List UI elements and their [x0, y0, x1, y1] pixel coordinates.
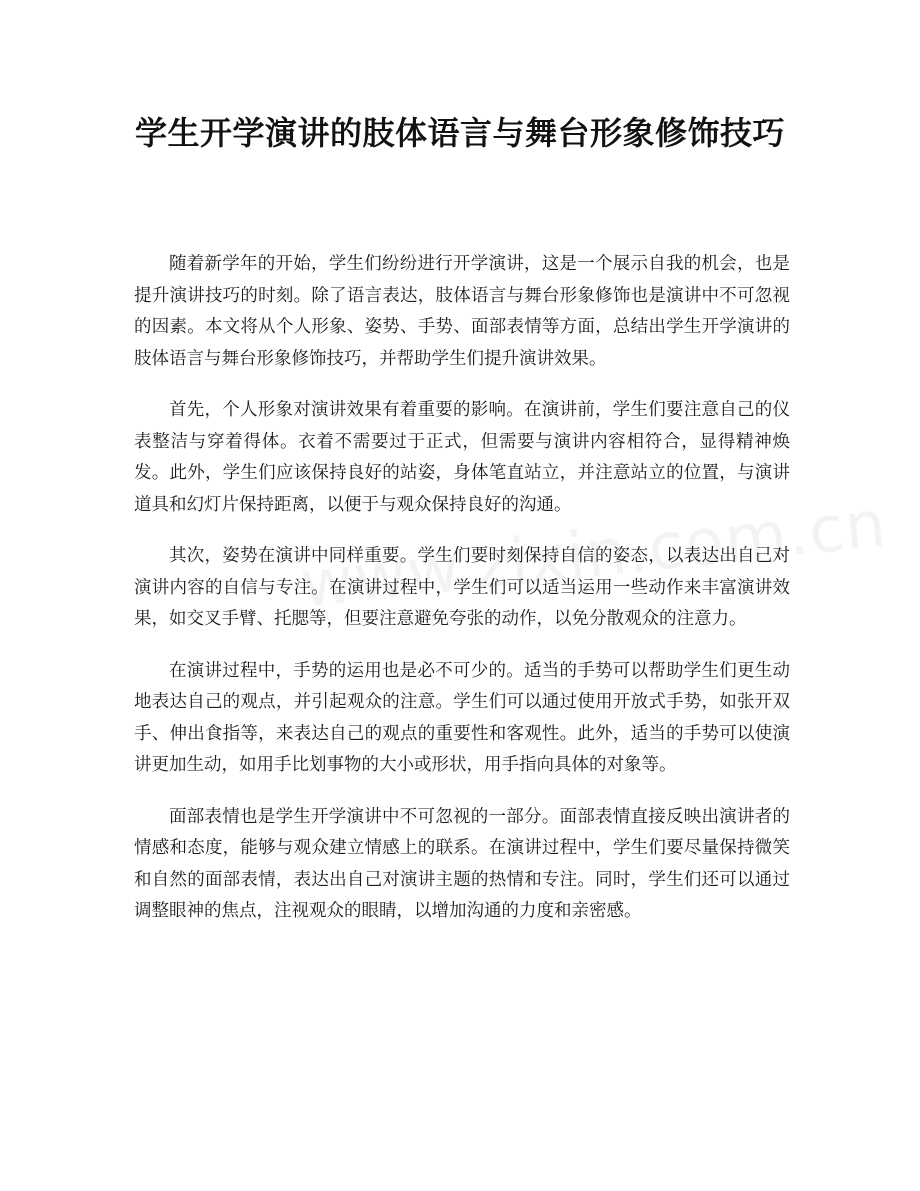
paragraph-posture: 其次，姿势在演讲中同样重要。学生们要时刻保持自信的姿态，以表达出自己对演讲内容的自信与专注。在演讲过程中，学生们可以适当运用一些动作来丰富演讲效果，如交叉手臂、托腮等，但要注意避免夸张的动作，以免分散观众的注意力。: [134, 546, 790, 629]
paragraph-personal-image: 首先，个人形象对演讲效果有着重要的影响。在演讲前，学生们要注意自己的仪表整洁与穿着得体。衣着不需要过于正式，但需要与演讲内容相符合，显得精神焕发。此外，学生们应该保持良好的站姿，身体笔直站立，并注意站立的位置，与演讲道具和幻灯片保持距离，以便于与观众保持良好的沟通。: [134, 400, 790, 515]
paragraph-gestures: 在演讲过程中，手势的运用也是必不可少的。适当的手势可以帮助学生们更生动地表达自己的观点，并引起观众的注意。学生们可以通过使用开放式手势，如张开双手、伸出食指等，来表达自己的观点的重要性和客观性。此外，适当的手势可以使演讲更加生动，如用手比划事物的大小或形状，用手指向具体的对象等。: [134, 660, 790, 775]
document-body: [134, 249, 790, 948]
paragraph-intro: 随着新学年的开始，学生们纷纷进行开学演讲，这是一个展示自我的机会，也是提升演讲技巧的时刻。除了语言表达，肢体语言与舞台形象修饰也是演讲中不可忽视的因素。本文将从个人形象、姿势、手势、面部表情等方面，总结出学生开学演讲的肢体语言与舞台形象修饰技巧，并帮助学生们提升演讲效果。: [134, 254, 790, 369]
document-title: 学生开学演讲的肢体语言与舞台形象修饰技巧: [134, 114, 785, 152]
paragraph-facial-expression: 面部表情也是学生开学演讲中不可忽视的一部分。面部表情直接反映出演讲者的情感和态度，能够与观众建立情感上的联系。在演讲过程中，学生们要尽量保持微笑和自然的面部表情，表达出自己对演讲主题的热情和专注。同时，学生们还可以通过调整眼神的焦点，注视观众的眼睛，以增加沟通的力度和亲密感。: [134, 806, 790, 921]
